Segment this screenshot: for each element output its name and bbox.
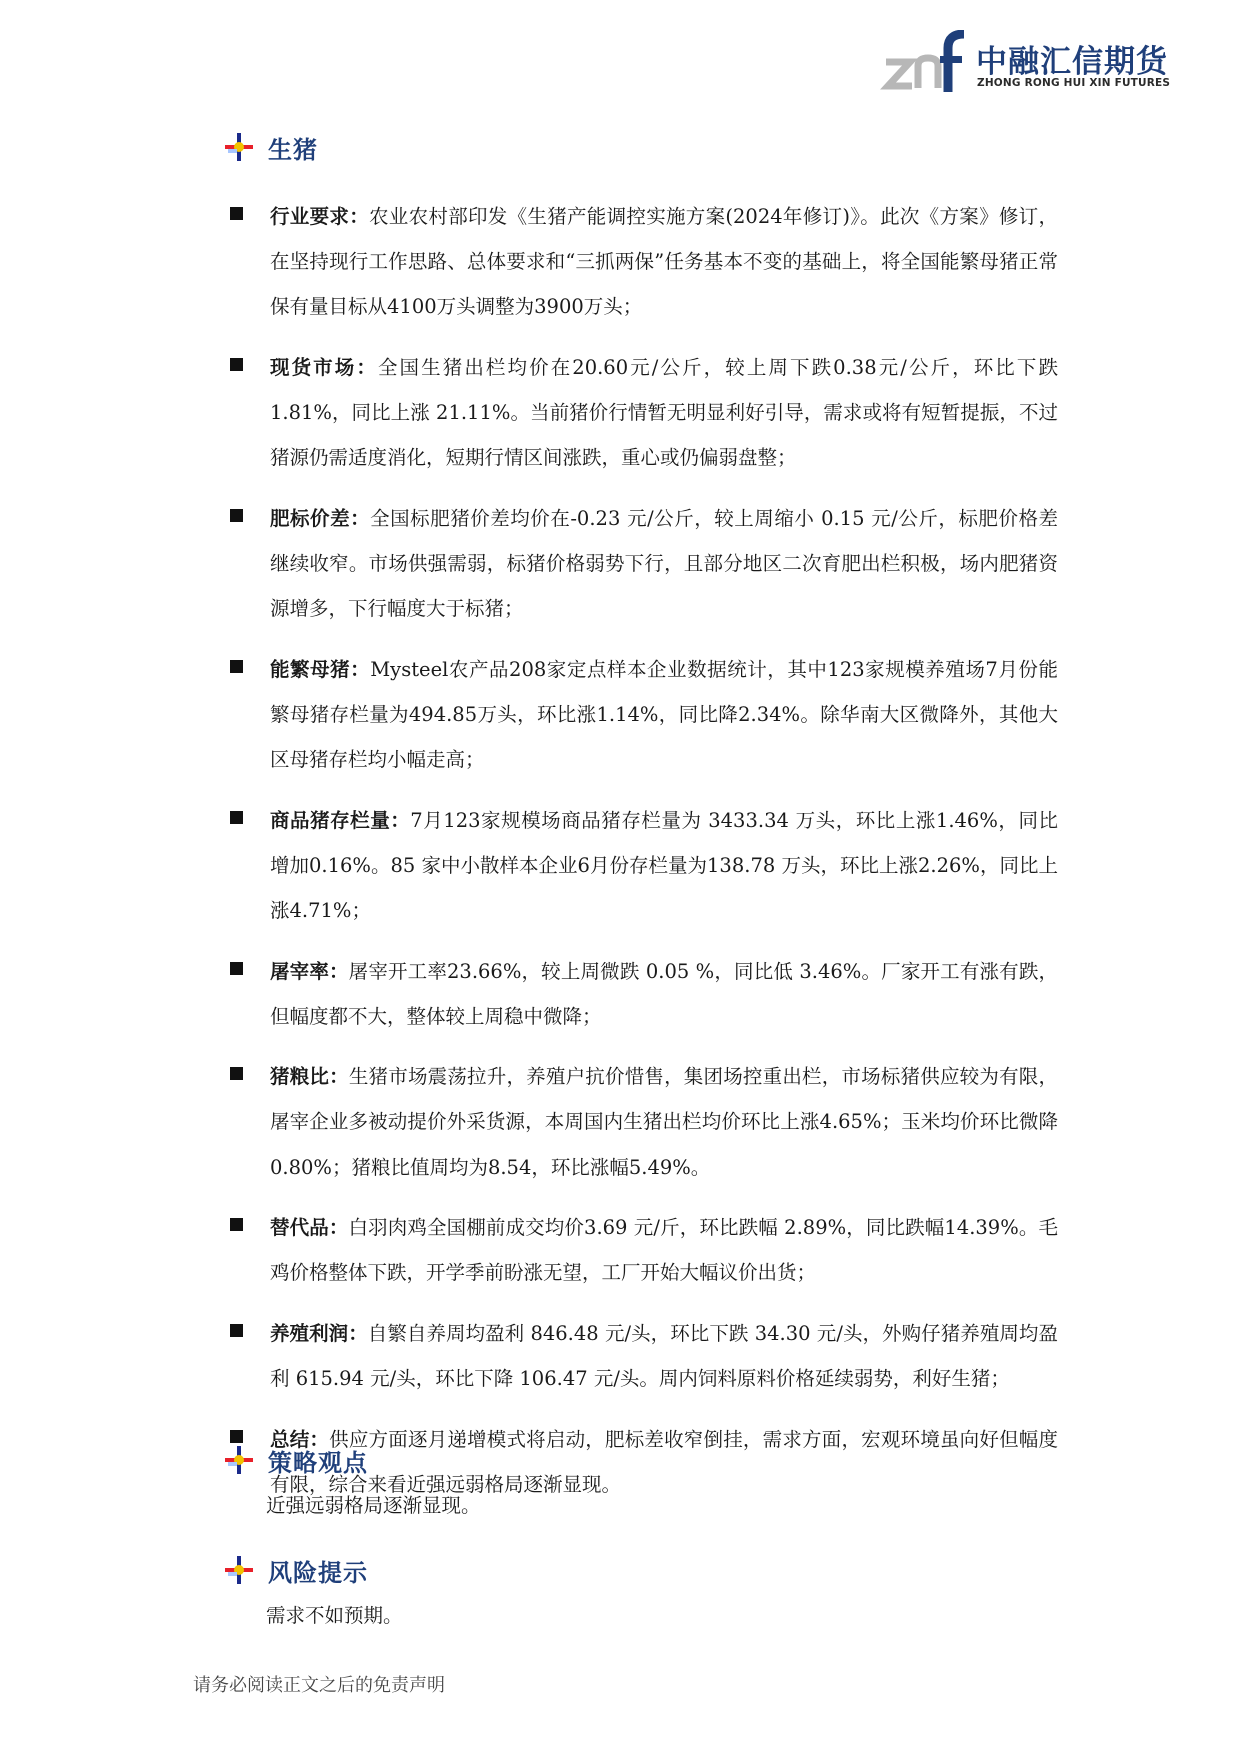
item-label: 总结：	[270, 1427, 330, 1451]
cross-pin-icon	[224, 132, 254, 162]
list-item	[228, 496, 1058, 632]
item-body: 7月123家规模场商品猪存栏量为 3433.34 万头，环比上涨1.46%，同比增加0.16%。85 家中小散样本企业6月份存栏量为138.78 万头，环比上涨2.26%，同比上涨4.71%；	[270, 808, 1058, 923]
list-item	[228, 798, 1058, 934]
item-body: 全国标肥猪价差均价在-0.23 元/公斤，较上周缩小 0.15 元/公斤，标肥价格差继续收窄。市场供强需弱，标猪价格弱势下行，且部分地区二次育肥出栏积极，场内肥猪资源增多，下行幅度大于标猪；	[270, 506, 1058, 621]
square-bullet-icon	[230, 509, 243, 522]
list-item	[228, 647, 1058, 783]
item-body: Mysteel农产品208家定点样本企业数据统计，其中123家规模养殖场7月份能繁母猪存栏量为494.85万头，环比涨1.14%，同比降2.34%。除华南大区微降外，其他大区母猪存栏均小幅走高；	[270, 657, 1058, 772]
item-body: 生猪市场震荡拉升，养殖户抗价惜售，集团场控重出栏，市场标猪供应较为有限，屠宰企业多被动提价外采货源，本周国内生猪出栏均价环比上涨4.65%；玉米均价环比微降0.80%；猪粮比值周均为8.54，环比涨幅5.49%。	[270, 1065, 1058, 1179]
square-bullet-icon	[230, 207, 243, 220]
square-bullet-icon	[230, 358, 243, 371]
item-body: 全国生猪出栏均价在20.60元/公斤，较上周下跌0.38元/公斤，环比下跌 1.81%，同比上涨 21.11%。当前猪价行情暂无明显利好引导，需求或将有短暂提振，不过猪源仍需适度消化，短期行情区间涨跌，重心或仍偏弱盘整；	[270, 355, 1058, 470]
item-label: 肥标价差：	[270, 506, 371, 530]
square-bullet-icon	[230, 811, 243, 824]
item-label: 行业要求：	[270, 205, 369, 228]
strategy-text: 近强远弱格局逐渐显现。	[266, 1494, 481, 1517]
item-body: 农业农村部印发《生猪产能调控实施方案(2024年修订)》。此次《方案》修订，在坚持现行工作思路、总体要求和“三抓两保”任务基本不变的基础上，将全国能繁母猪正常保有量目标从4100万头调整为3900万头；	[270, 205, 1058, 319]
list-item	[228, 1054, 1058, 1190]
square-bullet-icon	[230, 1067, 243, 1080]
item-label: 养殖利润：	[270, 1321, 368, 1345]
list-item	[228, 1205, 1058, 1295]
section-header-risk	[224, 1550, 368, 1590]
square-bullet-icon	[230, 1218, 243, 1231]
item-body: 白羽肉鸡全国棚前成交均价3.69 元/斤，环比跌幅 2.89%，同比跌幅14.39%。毛鸡价格整体下跌，开学季前盼涨无望，工厂开始大幅议价出货；	[270, 1216, 1058, 1285]
bullet-list	[228, 194, 1058, 1522]
square-bullet-icon	[230, 962, 243, 975]
section-title: 生猪	[268, 135, 318, 164]
item-label: 现货市场：	[270, 355, 378, 379]
square-bullet-icon	[230, 660, 243, 673]
item-label: 能繁母猪：	[270, 657, 371, 681]
company-logo	[880, 30, 1171, 100]
section-title: 风险提示	[268, 1558, 368, 1587]
section-header-pig	[224, 127, 318, 167]
item-label: 商品猪存栏量：	[270, 808, 411, 832]
item-label: 猪粮比：	[270, 1065, 349, 1089]
logo-en-text: ZHONG RONG HUI XIN FUTURES	[977, 77, 1171, 89]
logo-cn-text: 中融汇信期货	[976, 44, 1168, 80]
risk-text: 需求不如预期。	[266, 1604, 403, 1627]
list-item	[228, 949, 1058, 1039]
list-item	[228, 345, 1058, 481]
znf-logo-mark-icon	[880, 30, 970, 94]
item-body: 供应方面逐月递增模式将启动，肥标差收窄倒挂，需求方面，宏观环境虽向好但幅度有限，综合来看近强远弱格局逐渐显现。	[270, 1427, 1058, 1496]
cross-pin-icon	[224, 1555, 254, 1585]
item-body: 屠宰开工率23.66%，较上周微跌 0.05 %，同比低 3.46%。厂家开工有涨有跌，但幅度都不大，整体较上周稳中微降；	[270, 959, 1058, 1028]
section-title: 策略观点	[268, 1448, 368, 1477]
item-label: 替代品：	[270, 1216, 349, 1240]
list-item	[228, 1311, 1058, 1401]
square-bullet-icon	[230, 1324, 243, 1337]
item-label: 屠宰率：	[270, 959, 349, 983]
item-body: 自繁自养周均盈利 846.48 元/头，环比下跌 34.30 元/头，外购仔猪养殖周均盈利 615.94 元/头，环比下降 106.47 元/头。周内饲料原料价格延续弱势，利好生猪；	[270, 1321, 1058, 1391]
section-header-strategy	[224, 1440, 368, 1480]
list-item	[228, 194, 1058, 330]
disclaimer-footer: 请务必阅读正文之后的免责声明	[193, 1675, 445, 1696]
cross-pin-icon	[224, 1445, 254, 1475]
